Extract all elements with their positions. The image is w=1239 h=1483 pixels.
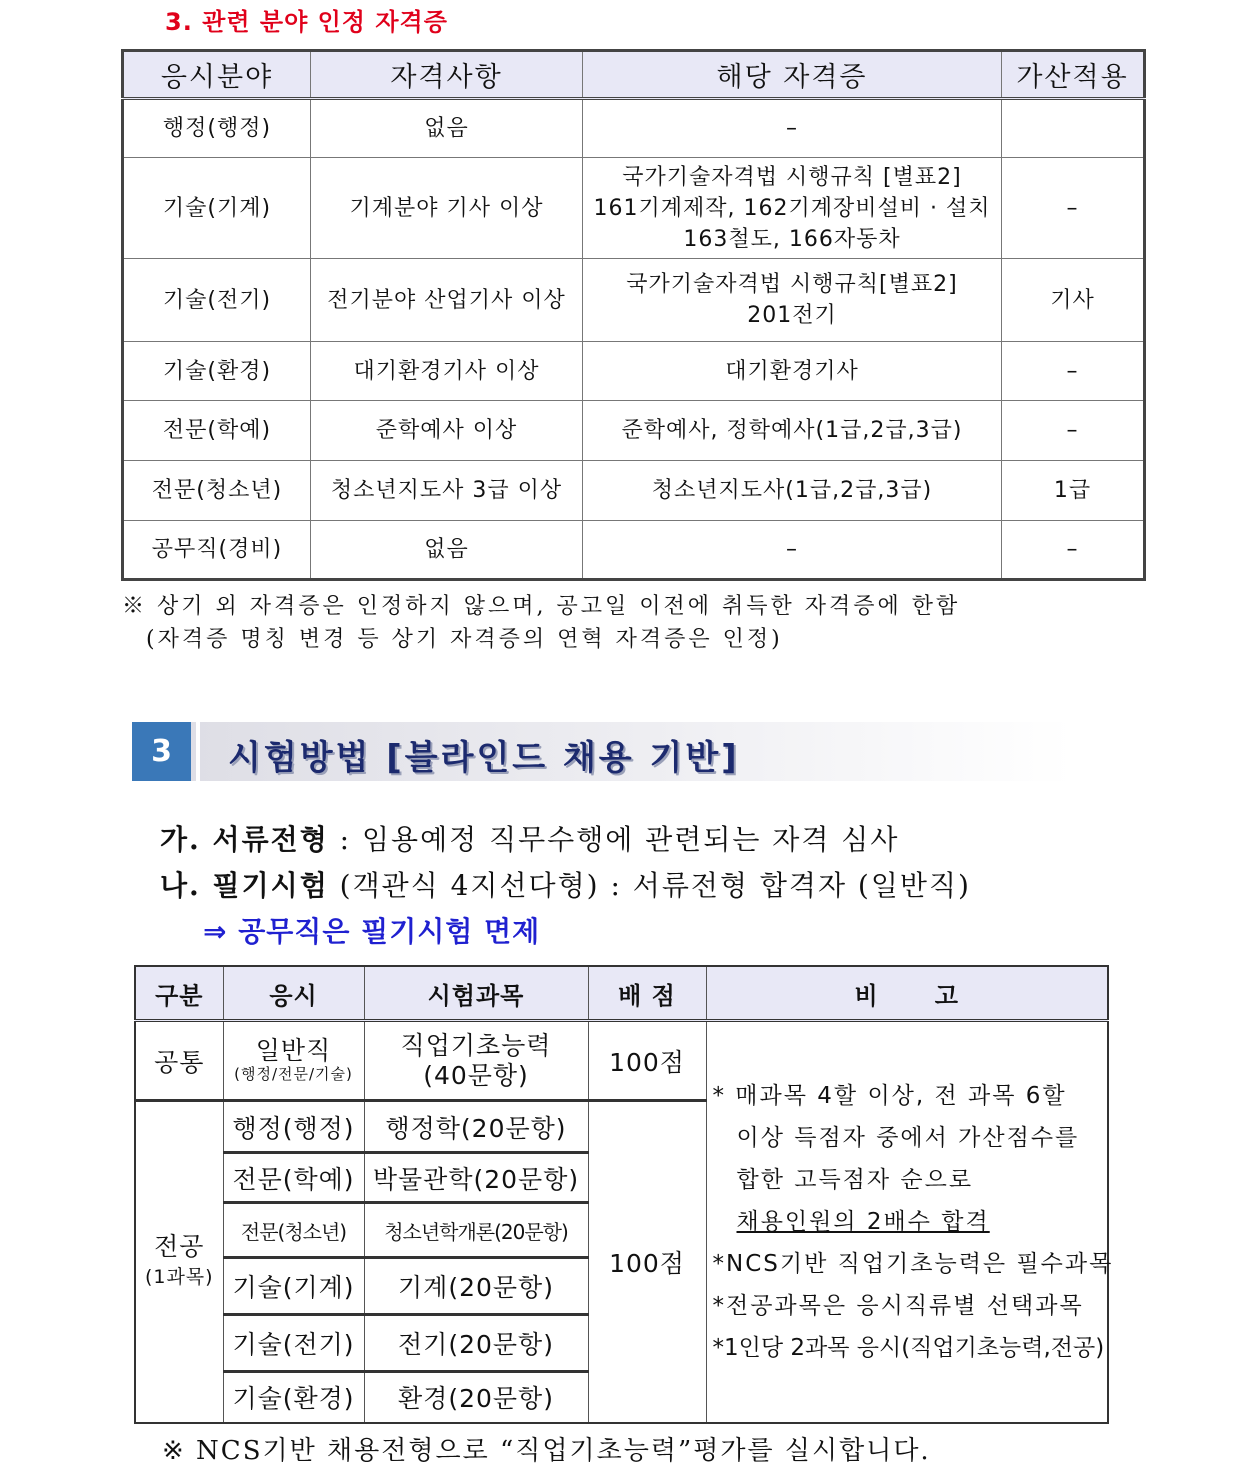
subject-cell: 환경(20문항) <box>364 1372 588 1423</box>
banner-divider <box>196 722 200 781</box>
section-header-banner <box>132 722 1072 781</box>
subject-cell: 전기(20문항) <box>364 1315 588 1372</box>
requirement-cell: 대기환경기사 이상 <box>311 342 583 401</box>
step-written-exam <box>160 864 971 904</box>
exemption-note: ⇒ 공무직은 필기시험 면제 <box>203 915 541 948</box>
table-row <box>123 521 1145 580</box>
bonus-cell: – <box>1002 401 1145 461</box>
step-b-label: 나. 필기시험 <box>160 869 329 902</box>
table-row <box>123 401 1145 461</box>
subject-cell: 직업기초능력 (40문항) <box>364 1021 588 1101</box>
exam-table <box>134 965 1114 1424</box>
step-b-text: (객관식 4지선다형) : 서류전형 합격자 (일반직) <box>328 869 971 902</box>
field-cell: 기술(환경) <box>123 342 311 401</box>
table-row <box>135 1021 1108 1101</box>
table-row <box>123 461 1145 521</box>
subject-cell: 청소년학개론(20문항) <box>364 1203 588 1258</box>
apply-cell: 기술(전기) <box>223 1315 364 1372</box>
apply-cell: 일반직 (행정/전문/기술) <box>223 1021 364 1101</box>
requirement-cell: 기계분야 기사 이상 <box>311 158 583 259</box>
requirement-cell: 없음 <box>311 99 583 158</box>
requirement-cell: 전기분야 산업기사 이상 <box>311 259 583 342</box>
bonus-cell: – <box>1002 521 1145 580</box>
col-header-score: 배 점 <box>588 966 706 1021</box>
qualification-note-sub: (자격증 명칭 변경 등 상기 자격증의 연혁 자격증은 인정) <box>146 627 783 652</box>
bonus-cell: 기사 <box>1002 259 1145 342</box>
table-row <box>123 259 1145 342</box>
category-cell: 전공 (1과목) <box>135 1101 223 1423</box>
field-cell: 기술(기계) <box>123 158 311 259</box>
col-header-subject: 시험과목 <box>364 966 588 1021</box>
col-header-apply: 응시 <box>223 966 364 1021</box>
col-header-category: 구분 <box>135 966 223 1021</box>
subject-cell: 행정학(20문항) <box>364 1101 588 1153</box>
qualification-note: ※ 상기 외 자격증은 인정하지 않으며, 공고일 이전에 취득한 자격증에 한함 <box>122 594 961 619</box>
apply-cell: 기술(기계) <box>223 1258 364 1315</box>
cert-cell: 청소년지도사(1급,2급,3급) <box>583 461 1002 521</box>
col-header-field: 응시분야 <box>123 51 311 99</box>
cert-cell: – <box>583 521 1002 580</box>
field-cell: 행정(행정) <box>123 99 311 158</box>
section-number-badge: 3 <box>132 722 191 781</box>
cert-cell: 국가기술자격법 시행규칙 [별표2] 161기계제작, 162기계장비설비 · 설치 163철도, 166자동차 <box>583 158 1002 259</box>
section-title: 시험방법 [블라인드 채용 기반] <box>228 738 740 778</box>
step-a-label: 가. 서류전형 <box>160 823 329 856</box>
score-cell: 100점 <box>588 1101 706 1423</box>
cert-cell: – <box>583 99 1002 158</box>
table-header-row <box>135 966 1108 1021</box>
bonus-cell <box>1002 99 1145 158</box>
score-cell: 100점 <box>588 1021 706 1101</box>
field-cell: 기술(전기) <box>123 259 311 342</box>
section-subtitle: 3. 관련 분야 인정 자격증 <box>165 8 448 36</box>
col-header-requirement: 자격사항 <box>311 51 583 99</box>
col-header-cert: 해당 자격증 <box>583 51 1002 99</box>
apply-cell: 기술(환경) <box>223 1372 364 1423</box>
apply-cell: 행정(행정) <box>223 1101 364 1153</box>
bonus-cell: – <box>1002 342 1145 401</box>
apply-cell: 전문(학예) <box>223 1153 364 1203</box>
qualification-table <box>121 49 1146 581</box>
field-cell: 전문(청소년) <box>123 461 311 521</box>
field-cell: 공무직(경비) <box>123 521 311 580</box>
category-cell: 공통 <box>135 1021 223 1101</box>
bonus-cell: – <box>1002 158 1145 259</box>
footnote: ※ NCS기반 채용전형으로 “직업기초능력”평가를 실시합니다. <box>162 1436 931 1466</box>
step-a-text: : 임용예정 직무수행에 관련되는 자격 심사 <box>328 823 900 856</box>
cert-cell: 준학예사, 정학예사(1급,2급,3급) <box>583 401 1002 461</box>
table-row <box>123 158 1145 259</box>
bonus-cell: 1급 <box>1002 461 1145 521</box>
table-row <box>123 342 1145 401</box>
requirement-cell: 준학예사 이상 <box>311 401 583 461</box>
col-header-bonus: 가산적용 <box>1002 51 1145 99</box>
remarks-cell: * 매과목 4할 이상, 전 과목 6할 이상 득점자 중에서 가산점수를 합한 고득점자 순으로 채용인원의 2배수 합격 *NCS기반 직업기초능력은 필수과목 *전공과목은 응시직류별 선택과목 *1인당 2과목 응시(직업기초능력,전공) <box>706 1021 1108 1423</box>
table-header-row <box>123 51 1145 99</box>
cert-cell: 국가기술자격법 시행규칙[별표2] 201전기 <box>583 259 1002 342</box>
requirement-cell: 없음 <box>311 521 583 580</box>
requirement-cell: 청소년지도사 3급 이상 <box>311 461 583 521</box>
apply-cell: 전문(청소년) <box>223 1203 364 1258</box>
field-cell: 전문(학예) <box>123 401 311 461</box>
subject-cell: 박물관학(20문항) <box>364 1153 588 1203</box>
subject-cell: 기계(20문항) <box>364 1258 588 1315</box>
table-row <box>123 99 1145 158</box>
cert-cell: 대기환경기사 <box>583 342 1002 401</box>
step-document-screening <box>160 818 899 858</box>
col-header-remarks: 비 고 <box>706 966 1108 1021</box>
